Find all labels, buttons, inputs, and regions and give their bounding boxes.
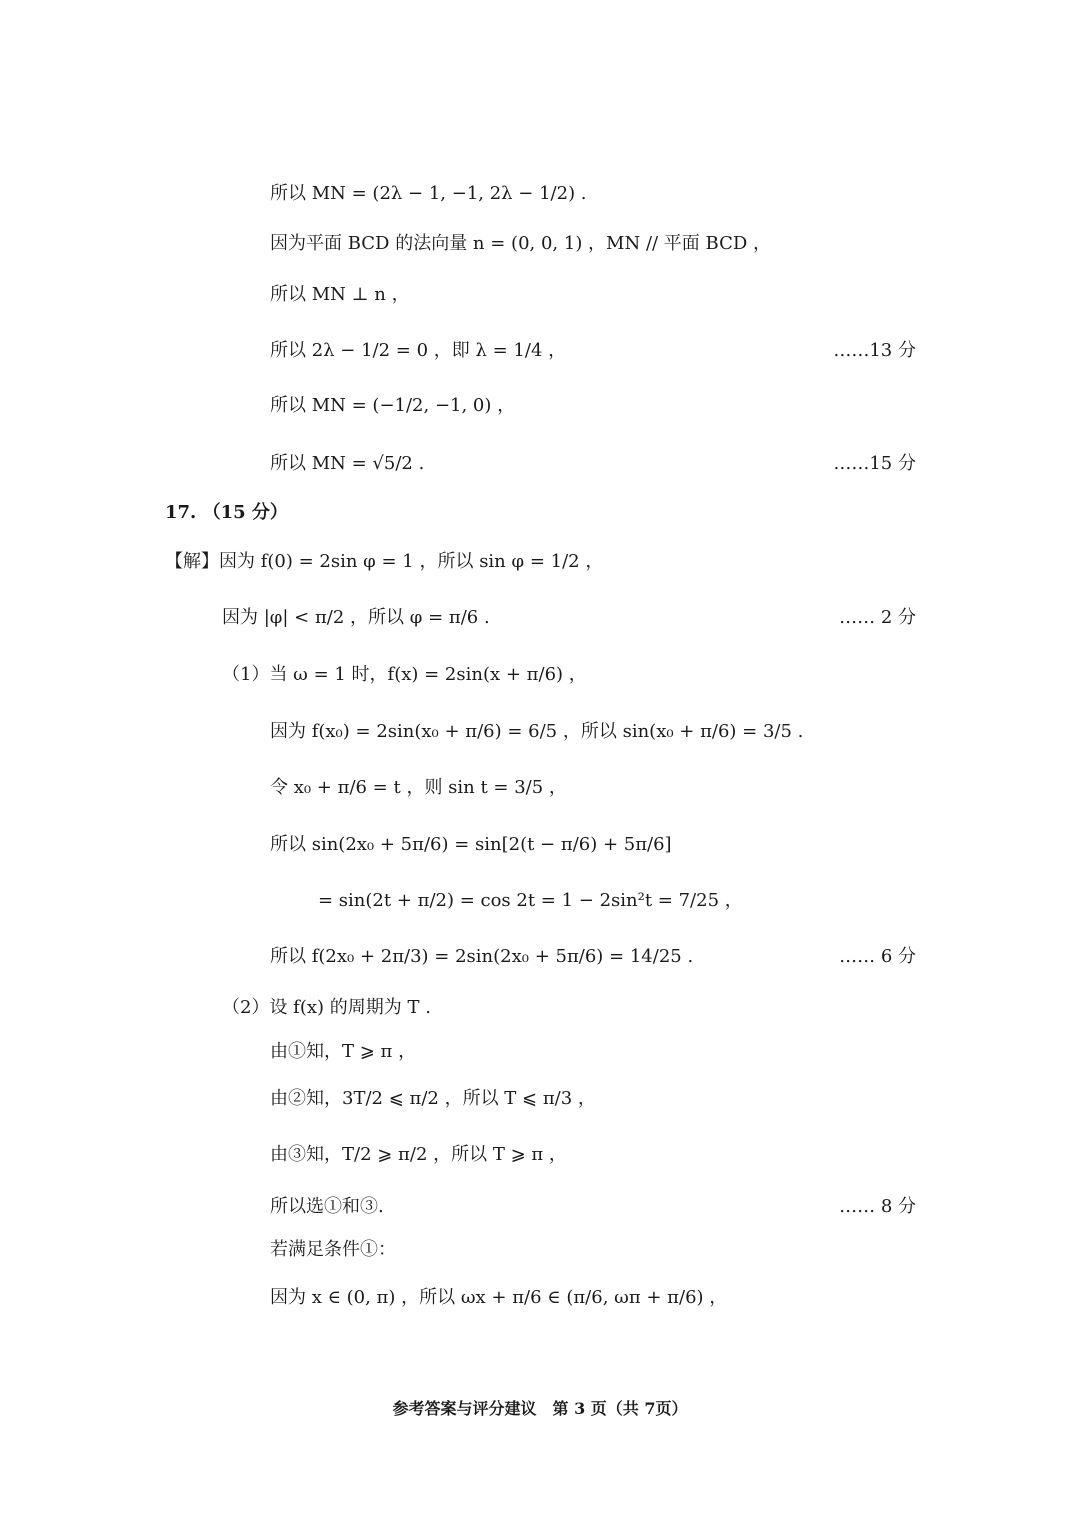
math-line: 所以 MN = (2λ − 1, −1, 2λ − 1/2) . xyxy=(270,183,587,204)
math-line: 所以 MN = (−1/2, −1, 0) ， xyxy=(270,395,516,416)
math-line: 所以 sin(2x₀ + 5π/6) = sin[2(t − π/6) + 5π/6] xyxy=(270,834,672,855)
math-line: 若满足条件①： xyxy=(270,1239,396,1260)
math-line: 因为平面 BCD 的法向量 n = (0, 0, 1) ，MN // 平面 BCD ， xyxy=(270,233,772,254)
math-line: 因为 x ∈ (0, π) ，所以 ωx + π/6 ∈ (π/6, ωπ + π/6) ， xyxy=(270,1287,728,1308)
math-line: 所以 MN ⊥ n ， xyxy=(270,284,410,305)
math-line: 所以 f(2x₀ + 2π/3) = 2sin(2x₀ + 5π/6) = 14/25 . xyxy=(270,946,694,967)
score-mark: …… 6 分 xyxy=(839,946,916,967)
page-footer: 参考答案与评分建议 第 3 页（共 7页） xyxy=(392,1399,688,1418)
score-mark: …… 8 分 xyxy=(839,1196,916,1217)
solution-start: 【解】因为 f(0) = 2sin φ = 1 ，所以 sin φ = 1/2 ， xyxy=(165,551,604,572)
math-line: 所以 MN = √5/2 . xyxy=(270,453,425,474)
score-mark: …… 2 分 xyxy=(839,607,916,628)
math-line: = sin(2t + π/2) = cos 2t = 1 − 2sin²t = 7/25 ， xyxy=(318,890,743,911)
math-line: 因为 f(x₀) = 2sin(x₀ + π/6) = 6/5 ，所以 sin(x₀ + π/6) = 3/5 . xyxy=(270,721,804,742)
math-line: 因为 |φ| < π/2 ，所以 φ = π/6 . xyxy=(222,607,490,628)
part-heading: （1）当 ω = 1 时，f(x) = 2sin(x + π/6) ， xyxy=(222,664,587,685)
math-line: 由②知，3T/2 ⩽ π/2 ，所以 T ⩽ π/3 ， xyxy=(270,1088,596,1109)
score-mark: ……15 分 xyxy=(833,453,916,474)
question-heading: 17. （15 分） xyxy=(165,502,288,523)
math-line: 所以 2λ − 1/2 = 0 ，即 λ = 1/4 ， xyxy=(270,340,567,361)
math-line: 所以选①和③. xyxy=(270,1196,384,1217)
math-line: 由③知，T/2 ⩾ π/2 ，所以 T ⩾ π ， xyxy=(270,1144,567,1165)
math-line: 令 x₀ + π/6 = t ，则 sin t = 3/5 ， xyxy=(270,777,567,798)
math-line: 由①知，T ⩾ π ， xyxy=(270,1041,417,1062)
part-heading: （2）设 f(x) 的周期为 T . xyxy=(222,997,431,1018)
score-mark: ……13 分 xyxy=(833,340,916,361)
